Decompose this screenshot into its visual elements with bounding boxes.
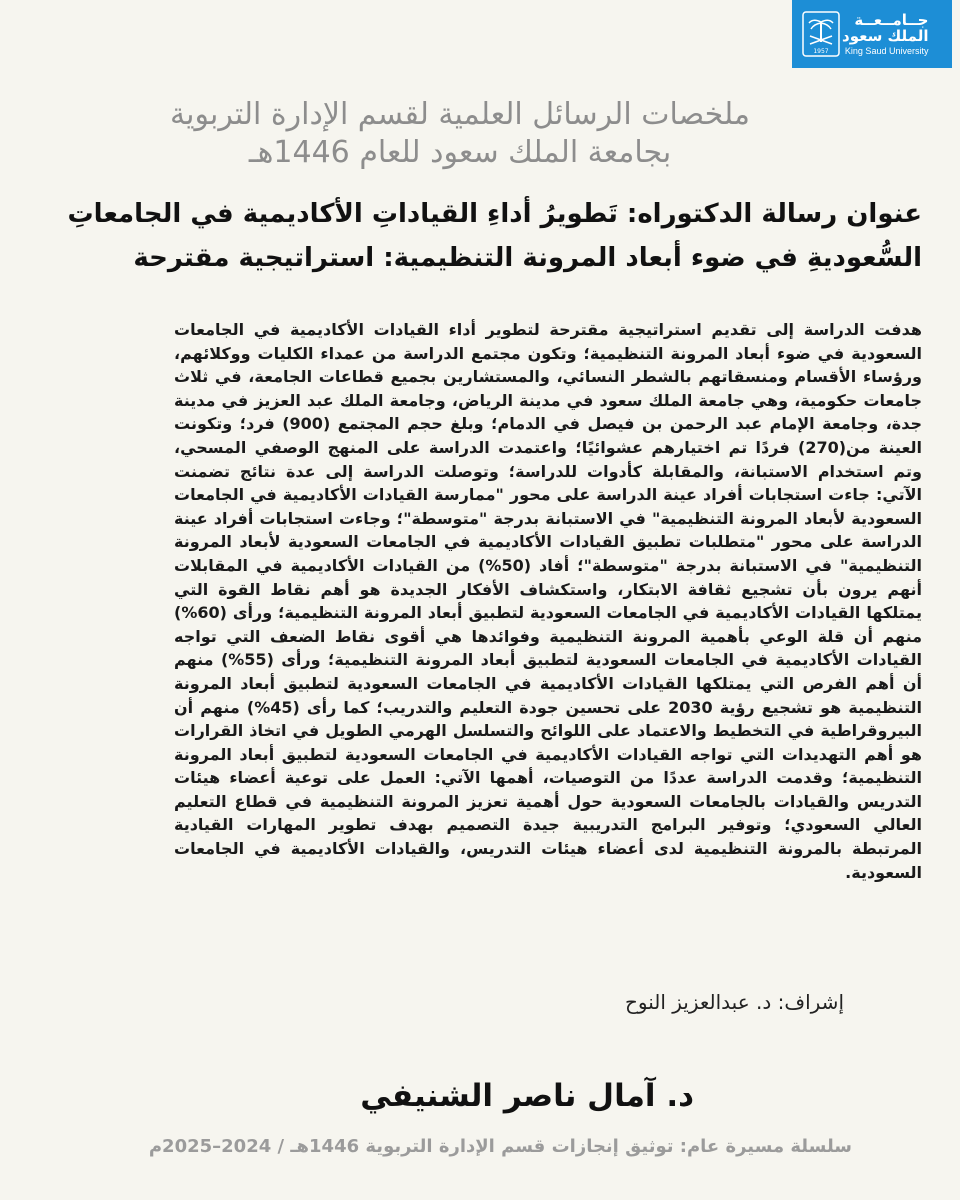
supervisor-line: إشراف: د. عبدالعزيز النوح xyxy=(624,990,844,1014)
logo-name-ar-line2: الملك سعود xyxy=(842,27,929,46)
document-heading xyxy=(110,96,810,172)
university-logo xyxy=(792,0,952,68)
logo-year: 1957 xyxy=(813,48,829,55)
author-name: د. آمال ناصر الشنيفي xyxy=(360,1078,694,1114)
thesis-title xyxy=(22,192,922,280)
thesis-title-line-1: عنوان رسالة الدكتوراه: تَطويرُ أداءِ القياداتِ الأكاديمية في الجامعاتِ xyxy=(67,199,922,229)
logo-name-ar-line1: جــامــعــة xyxy=(854,10,929,29)
logo-text xyxy=(842,12,928,57)
footer-series-note: سلسلة مسيرة عام: توثيق إنجازات قسم الإدارة التربوية 1446هـ / 2024–2025م xyxy=(148,1136,852,1157)
thesis-title-line-2: السُّعوديةِ في ضوء أبعاد المرونة التنظيمية: استراتيجية مقترحة xyxy=(133,243,922,273)
palm-swords-emblem-icon xyxy=(800,8,842,60)
logo-name-en: King Saud University xyxy=(844,45,929,56)
heading-line-2: بجامعة الملك سعود للعام 1446هـ xyxy=(248,135,672,170)
abstract-paragraph: هدفت الدراسة إلى تقديم استراتيجية مقترحة لتطوير أداء القيادات الأكاديمية في الجامعات السعودية في ضوء أبعاد المرونة التنظيمية؛ وتكون مجتمع الدراسة من عمداء الكليات ووكلائهم، ورؤساء الأقسام ومنسقاتهم بالشطر النسائي، والمستشارين بجميع قطاعات الجامعة، في ثلاث جامعات حكومية، وهي جامعة الملك سعود في مدينة الرياض، وجامعة الملك عبد العزيز في مدينة جدة، وجامعة الإمام عبد الرحمن بن فيصل في الدمام؛ وبلغ حجم المجتمع (900) فرد؛ وتكونت العينة من(270) فردًا تم اختيارهم عشوائيًا؛ واعتمدت الدراسة على المنهج الوصفي المسحي، وتم استخدام الاستبانة، والمقابلة كأدوات للدراسة؛ وتوصلت الدراسة إلى عدة نتائج تضمنت الآتي: جاءت استجابات أفراد عينة الدراسة على محور "ممارسة القيادات الأكاديمية في الجامعات السعودية لأبعاد المرونة التنظيمية" في الاستبانة بدرجة "متوسطة"؛ وجاءت استجابات أفراد عينة الدراسة على محور "متطلبات تطبيق القيادات الأكاديمية في الجامعات السعودية لأبعاد المرونة التنظيمية" في الاستبانة بدرجة "متوسطة"؛ أفاد (50%) من القيادات الأكاديمية في المقابلات أنهم يرون بأن تشجيع ثقافة الابتكار، واستكشاف الأفكار الجديدة هو أهم نقاط القوة التي يمتلكها القيادات الأكاديمية في الجامعات السعودية لتطبيق أبعاد المرونة التنظيمية؛ ورأى (60%) منهم أن قلة الوعي بأهمية المرونة التنظيمية وفوائدها هي أقوى نقاط الضعف التي تواجه القيادات الأكاديمية في الجامعات السعودية لتطبيق أبعاد المرونة التنظيمية؛ ورأى (55%) منهم أن أهم الفرص التي يمتلكها القيادات الأكاديمية في الجامعات السعودية لتطبيق أبعاد المرونة التنظيمية هو تشجيع رؤية 2030 على تحسين جودة التعليم والتدريب؛ كما رأى (45%) منهم أن البيروقراطية في التخطيط والاعتماد على اللوائح والتسلسل الهرمي الطويل في اتخاذ القرارات هو أهم التهديدات التي تواجه القيادات الأكاديمية في الجامعات السعودية لتطبيق أبعاد المرونة التنظيمية؛ وقدمت الدراسة عددًا من التوصيات، أهمها الآتي: العمل على توعية أعضاء هيئات التدريس والقيادات بالجامعات السعودية حول أهمية تعزيز المرونة التنظيمية في قطاع التعليم العالي السعودي؛ وتوفير البرامج التدريبية جيدة التصميم بهدف تطوير المهارات القيادية المرتبطة بالمرونة التنظيمية لدى أعضاء هيئات التدريس، والقيادات الأكاديمية في الجامعات السعودية. xyxy=(174,320,923,882)
heading-line-1: ملخصات الرسائل العلمية لقسم الإدارة التربوية xyxy=(170,97,750,132)
